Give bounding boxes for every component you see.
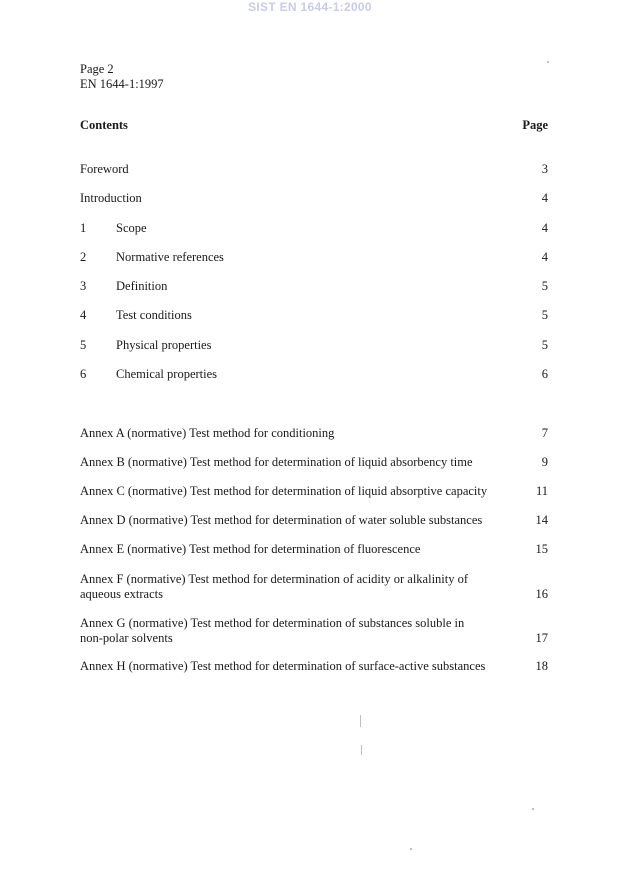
toc-entry-page: 5 (541, 279, 548, 293)
toc-entry-title: Chemical properties (116, 367, 218, 381)
toc-entry-page: 5 (541, 308, 548, 322)
contents-title: Contents (80, 118, 128, 132)
toc-entry-page: 4 (541, 250, 548, 264)
toc-entry-title: Annex E (normative) Test method for determination of fluorescence (80, 542, 421, 556)
toc-entry-page: 5 (541, 338, 548, 352)
toc-entry-page: 4 (541, 191, 548, 205)
toc-entry-title: Annex A (normative) Test method for conditioning (80, 426, 335, 440)
page-header (80, 62, 164, 92)
scan-speck (532, 808, 534, 810)
toc-entry-title-line-1: Annex F (normative) Test method for determination of acidity or alkalinity of (80, 572, 469, 586)
toc-entry-page: 9 (541, 455, 548, 469)
toc-entry-title-line-2: aqueous extracts (80, 587, 163, 601)
toc-entry-title: Annex H (normative) Test method for determination of surface-active substances (80, 659, 486, 673)
toc-entry-title: Definition (116, 279, 168, 293)
toc-entry-title: Scope (116, 221, 147, 235)
toc-entry-number: 1 (80, 221, 87, 235)
toc-entry-page: 11 (535, 484, 548, 498)
toc-entry-number: 3 (80, 279, 87, 293)
scan-speck (360, 715, 361, 727)
standard-number: EN 1644-1:1997 (80, 77, 164, 91)
toc-entry-page: 14 (535, 513, 548, 527)
toc-entry-title: Normative references (116, 250, 224, 264)
toc-entry-number: 5 (80, 338, 87, 352)
toc-entry-number: 4 (80, 308, 87, 322)
toc-entry-title: Annex D (normative) Test method for determination of water soluble substances (80, 513, 483, 527)
scan-speck (410, 848, 412, 850)
watermark: SIST EN 1644-1:2000 (248, 0, 372, 14)
page-number: Page 2 (80, 62, 114, 76)
scan-speck (547, 61, 549, 63)
toc-entry-page: 15 (535, 542, 548, 556)
toc-entry-title: Annex C (normative) Test method for determination of liquid absorptive capacity (80, 484, 488, 498)
toc-entry-page: 17 (535, 631, 548, 645)
toc-entry-page: 7 (541, 426, 548, 440)
toc-entry-title (80, 572, 500, 602)
toc-entry-title: Foreword (80, 162, 129, 176)
toc-entry-page: 6 (541, 367, 548, 381)
toc-entry-title-line-2: non-polar solvents (80, 631, 173, 645)
toc-entry-page: 16 (535, 587, 548, 601)
toc-entry-page: 3 (541, 162, 548, 176)
toc-entry-number: 2 (80, 250, 87, 264)
toc-entry-title: Introduction (80, 191, 142, 205)
toc-entry-title: Annex B (normative) Test method for determination of liquid absorbency time (80, 455, 473, 469)
toc-entry-page: 4 (541, 221, 548, 235)
page-column-heading: Page (522, 118, 548, 132)
contents-heading-row (80, 118, 548, 133)
toc-entry-title (80, 616, 500, 646)
toc-entry-title-line-1: Annex G (normative) Test method for determination of substances soluble in (80, 616, 465, 630)
toc-entry-page: 18 (535, 659, 548, 673)
scan-speck (361, 745, 362, 755)
toc-entry-title: Physical properties (116, 338, 212, 352)
toc-entry-title: Test conditions (116, 308, 192, 322)
toc-entry-number: 6 (80, 367, 87, 381)
